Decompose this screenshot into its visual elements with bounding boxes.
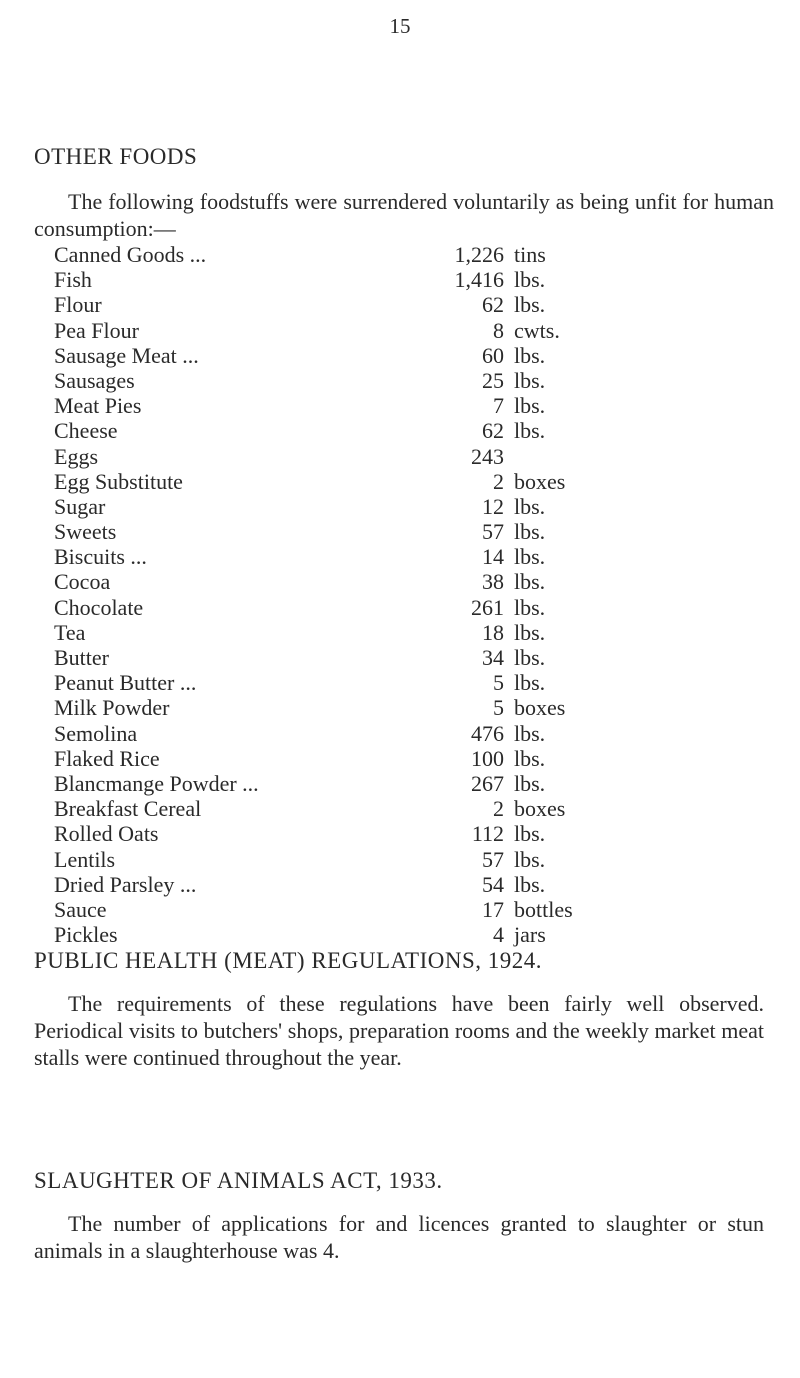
- item-unit: lbs.: [514, 342, 546, 368]
- item-quantity: 60: [482, 342, 504, 368]
- item-name: Pickles: [54, 922, 118, 948]
- item-unit: lbs.: [514, 569, 546, 595]
- table-row: [54, 267, 754, 292]
- item-unit: lbs.: [514, 846, 546, 872]
- item-name: Tea: [54, 619, 86, 645]
- item-quantity: 38: [482, 569, 504, 595]
- item-quantity: 476: [471, 720, 504, 746]
- item-quantity: 5: [493, 670, 504, 696]
- item-name: Flaked Rice: [54, 745, 160, 771]
- item-unit: lbs.: [514, 670, 546, 696]
- item-name: Cocoa: [54, 569, 111, 595]
- item-name: Sweets: [54, 519, 117, 545]
- item-quantity: 1,416: [454, 267, 504, 293]
- heading-other-foods: OTHER FOODS: [34, 144, 198, 169]
- table-row: [54, 721, 754, 746]
- item-quantity: 261: [471, 594, 504, 620]
- heading-slaughter-act: SLAUGHTER OF ANIMALS ACT, 1933.: [34, 1168, 443, 1193]
- table-row: [54, 318, 754, 343]
- item-unit: bottles: [514, 896, 573, 922]
- item-name: Blancmange Powder ...: [54, 770, 259, 796]
- item-unit: tins: [514, 242, 546, 267]
- table-row: [54, 595, 754, 620]
- item-quantity: 243: [471, 443, 504, 469]
- item-name: Pea Flour: [54, 317, 139, 343]
- item-quantity: 112: [471, 821, 504, 847]
- slaughter-act-text: The number of applications for and licences granted to slaughter or stun animals in a slaughterhouse was 4.: [34, 1211, 764, 1263]
- item-unit: boxes: [514, 796, 566, 822]
- item-quantity: 14: [482, 544, 504, 570]
- item-quantity: 25: [482, 367, 504, 393]
- table-row: [54, 746, 754, 771]
- heading-meat-regulations: PUBLIC HEALTH (MEAT) REGULATIONS, 1924.: [34, 948, 543, 973]
- item-name: Cheese: [54, 418, 118, 444]
- item-unit: cwts.: [514, 317, 560, 343]
- item-name: Semolina: [54, 720, 138, 746]
- table-row: [54, 670, 754, 695]
- item-quantity: 62: [482, 292, 504, 318]
- item-unit: lbs.: [514, 619, 546, 645]
- item-unit: lbs.: [514, 367, 546, 393]
- item-name: Chocolate: [54, 594, 144, 620]
- table-row: [54, 292, 754, 317]
- food-table: [54, 242, 754, 947]
- table-row: [54, 368, 754, 393]
- item-unit: lbs.: [514, 418, 546, 444]
- item-unit: lbs.: [514, 292, 546, 318]
- table-row: [54, 343, 754, 368]
- item-name: Lentils: [54, 846, 116, 872]
- item-quantity: 18: [482, 619, 504, 645]
- item-unit: lbs.: [514, 770, 546, 796]
- table-row: [54, 242, 754, 267]
- item-name: Butter: [54, 645, 109, 670]
- table-row: [54, 444, 754, 469]
- item-name: Sugar: [54, 493, 106, 519]
- item-name: Canned Goods ...: [54, 242, 207, 267]
- meat-regulations-text: The requirements of these regulations have been fairly well observed. Periodical visits to butchers' shops, preparation rooms and the weekly market meat stalls were continued throughout the year.: [34, 991, 764, 1070]
- item-name: Sausages: [54, 367, 135, 393]
- item-name: Rolled Oats: [54, 821, 159, 847]
- item-quantity: 12: [482, 493, 504, 519]
- item-quantity: 17: [482, 896, 504, 922]
- item-unit: lbs.: [514, 544, 546, 570]
- table-row: [54, 821, 754, 846]
- item-quantity: 4: [493, 922, 504, 948]
- table-row: [54, 897, 754, 922]
- item-quantity: 100: [471, 745, 504, 771]
- intro-text: The following foodstuffs were surrendered voluntarily as being unfit for human consumption:—: [34, 189, 774, 241]
- item-quantity: 2: [493, 468, 504, 494]
- item-quantity: 34: [482, 645, 504, 670]
- item-quantity: 8: [493, 317, 504, 343]
- table-row: [54, 771, 754, 796]
- table-row: [54, 494, 754, 519]
- item-name: Eggs: [54, 443, 98, 469]
- item-unit: lbs.: [514, 645, 546, 670]
- item-quantity: 57: [482, 846, 504, 872]
- table-row: [54, 847, 754, 872]
- table-row: [54, 796, 754, 821]
- table-row: [54, 519, 754, 544]
- item-name: Fish: [54, 267, 92, 293]
- item-name: Peanut Butter ...: [54, 670, 197, 696]
- slaughter-act-paragraph: [34, 1210, 764, 1264]
- meat-regulations-paragraph: [34, 990, 764, 1071]
- table-row: [54, 620, 754, 645]
- item-name: Dried Parsley ...: [54, 871, 197, 897]
- item-unit: boxes: [514, 468, 566, 494]
- page-number: 15: [389, 14, 411, 38]
- intro-paragraph: [34, 188, 774, 242]
- item-name: Biscuits ...: [54, 544, 147, 570]
- item-unit: lbs.: [514, 745, 546, 771]
- item-unit: lbs.: [514, 821, 546, 847]
- table-row: [54, 544, 754, 569]
- table-row: [54, 418, 754, 443]
- item-quantity: 57: [482, 519, 504, 545]
- item-name: Milk Powder: [54, 695, 170, 721]
- item-name: Sauce: [54, 896, 107, 922]
- item-quantity: 267: [471, 770, 504, 796]
- item-unit: lbs.: [514, 519, 546, 545]
- item-name: Flour: [54, 292, 102, 318]
- table-row: [54, 569, 754, 594]
- item-quantity: 62: [482, 418, 504, 444]
- item-quantity: 7: [493, 393, 504, 419]
- item-name: Meat Pies: [54, 393, 142, 419]
- item-unit: lbs.: [514, 871, 546, 897]
- table-row: [54, 469, 754, 494]
- item-unit: boxes: [514, 695, 566, 721]
- table-row: [54, 645, 754, 670]
- item-unit: lbs.: [514, 267, 546, 293]
- item-unit: lbs.: [514, 493, 546, 519]
- item-unit: lbs.: [514, 594, 546, 620]
- item-unit: lbs.: [514, 393, 546, 419]
- item-quantity: 5: [493, 695, 504, 721]
- item-unit: lbs.: [514, 720, 546, 746]
- item-unit: jars: [514, 922, 546, 948]
- table-row: [54, 922, 754, 947]
- table-row: [54, 393, 754, 418]
- item-quantity: 1,226: [454, 242, 504, 267]
- table-row: [54, 872, 754, 897]
- table-row: [54, 695, 754, 720]
- item-quantity: 54: [482, 871, 504, 897]
- item-name: Egg Substitute: [54, 468, 183, 494]
- item-quantity: 2: [493, 796, 504, 822]
- item-name: Sausage Meat ...: [54, 342, 199, 368]
- item-name: Breakfast Cereal: [54, 796, 202, 822]
